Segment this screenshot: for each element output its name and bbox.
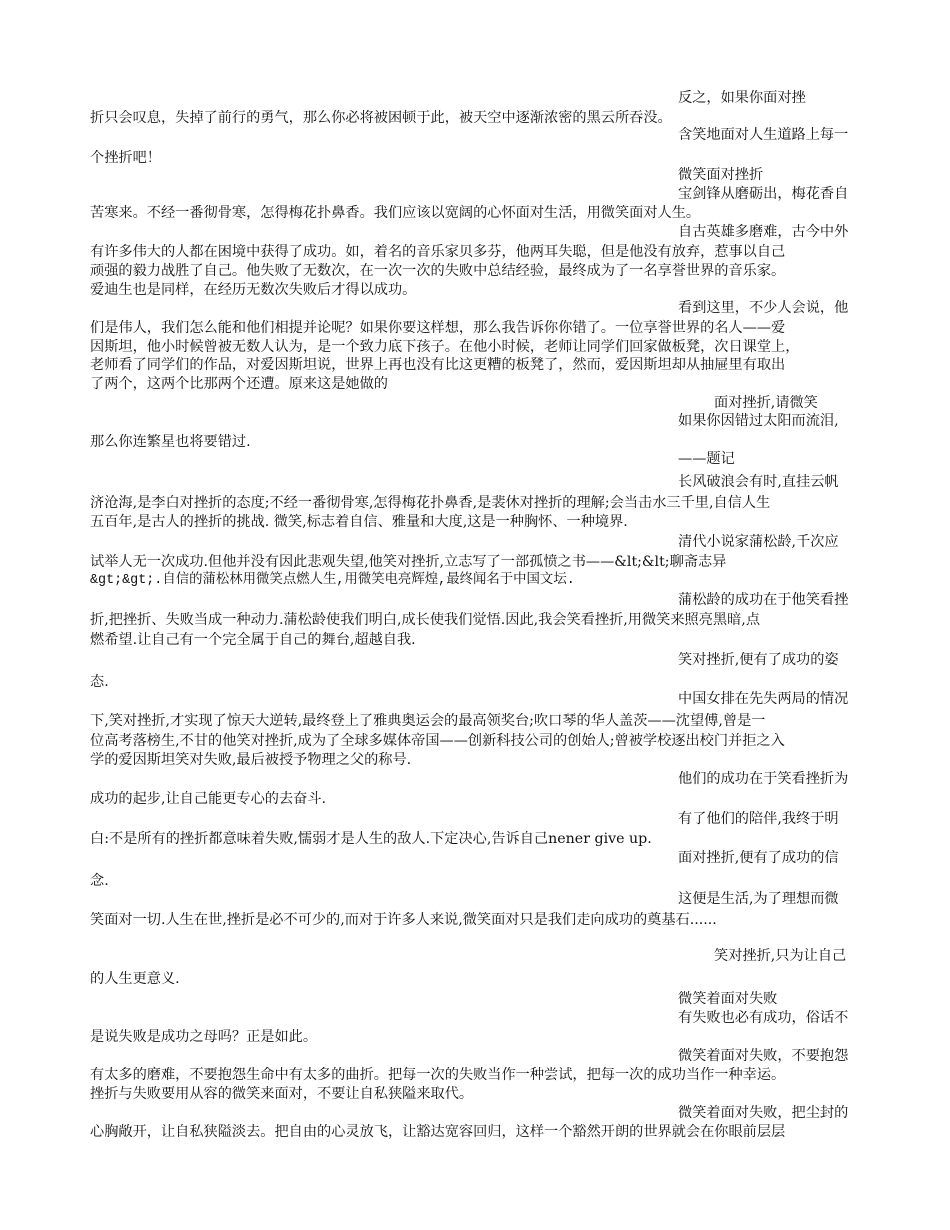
text-line: 长风破浪会有时,直挂云帆 (678, 474, 839, 490)
text-line: 白:不是所有的挫折都意味着失败,懦弱才是人生的敌人.下定决心,告诉自己nener give up. (90, 831, 652, 847)
text-line: 蒲松龄的成功在于他笑看挫 (678, 592, 849, 608)
text-line: 有了他们的陪伴,我终于明 (678, 811, 839, 827)
text-line: 微笑着面对失败，把尘封的 (678, 1105, 849, 1121)
text-line: 微笑面对挫折 (678, 167, 764, 183)
text-line: 中国女排在先失两局的情况 (678, 691, 849, 707)
text-line: 位高考落榜生,不甘的他笑对挫折,成为了全球多媒体帝国——创新科技公司的创始人;曾被学校逐出校门并拒之入 (90, 733, 785, 749)
text-line: 这便是生活,为了理想而微 (678, 891, 839, 907)
text-line: 爱迪生也是同样，在经历无数次失败后才得以成功。 (90, 282, 417, 298)
text-line: 有许多伟大的人都在困境中获得了成功。如，着名的音乐家贝多芬，他两耳失聪，但是他没有放弃，惹事以自己 (90, 244, 786, 260)
text-line: 那么你连繁星也将要错过. (90, 434, 251, 450)
text-line: 个挫折吧！ (90, 150, 161, 166)
text-line: 挫折与失败要用从容的微笑来面对，不要让自私狭隘来取代。 (90, 1086, 474, 1102)
text-line: 笑对挫折,便有了成功的姿 (678, 652, 839, 668)
text-line: 反之，如果你面对挫 (678, 90, 806, 106)
text-line: 成功的起步,让自己能更专心的去奋斗. (90, 791, 327, 807)
text-line: 看到这里，不少人会说，他 (678, 300, 849, 316)
text-line: 下,笑对挫折,才实现了惊天大逆转,最终登上了雅典奥运会的最高领奖台;吹口琴的华人盖茨——沈望傅,曾是一 (90, 713, 766, 729)
text-line: 面对挫折,便有了成功的信 (678, 850, 839, 866)
text-line: 态. (90, 674, 109, 690)
text-line: 宝剑锋从磨砺出，梅花香自 (678, 186, 849, 202)
text-line: 老师看了同学们的作品，对爱因斯坦说，世界上再也没有比这更糟的板凳了，然而，爱因斯坦却从抽屉里有取出 (90, 357, 786, 373)
text-line: 学的爱因斯坦笑对失败,最后被授予物理之父的称号. (90, 752, 412, 768)
text-line: 微笑着面对失败 (678, 991, 778, 1007)
text-line: 燃希望.让自己有一个完全属于自己的舞台,超越自我. (90, 632, 416, 648)
text-line: 他们的成功在于笑看挫折为 (678, 771, 849, 787)
text-line: 笑对挫折,只为让自己 (714, 948, 847, 964)
text-line: 有太多的磨难，不要抱怨生命中有太多的曲折。把每一次的失败当作一种尝试，把每一次的成功当作一种幸运。 (90, 1067, 786, 1083)
text-line: 的人生更意义. (90, 971, 180, 987)
text-line: 含笑地面对人生道路上每一 (678, 127, 849, 143)
text-line: 五百年,是古人的挫折的挑战. 微笑,标志着自信、雅量和大度,这是一种胸怀、一种境界. (90, 514, 628, 530)
text-line: 是说失败是成功之母吗？正是如此。 (90, 1029, 318, 1045)
text-line: 折只会叹息，失掉了前行的勇气，那么你必将被困顿于此，被天空中逐渐浓密的黑云所吞没。 (90, 110, 672, 126)
text-line: 念. (90, 873, 109, 889)
text-line: 苦寒来。不经一番彻骨寒，怎得梅花扑鼻香。我们应该以宽阔的心怀面对生活，用微笑面对人生。 (90, 205, 701, 221)
text-line: 了两个，这两个比那两个还遭。原来这是她做的 (90, 376, 388, 392)
text-line: 因斯坦，他小时候曾被无数人认为，是一个致力底下孩子。在他小时候，老师让同学们回家做板凳，次日课堂上， (90, 339, 800, 355)
text-line: 有失败也必有成功，俗话不 (678, 1010, 849, 1026)
text-line: ——题记 (678, 451, 735, 467)
text-line: 笑面对一切.人生在世,挫折是必不可少的,而对于许多人来说,微笑面对只是我们走向成功的奠基石...... (90, 912, 717, 928)
text-line: 心胸敞开，让自私狭隘淡去。把自由的心灵放飞，让豁达宽容回归，这样一个豁然开朗的世界就会在你眼前层层 (90, 1124, 786, 1140)
text-line: 自古英雄多磨难，古今中外 (678, 224, 849, 240)
text-line: 试举人无一次成功.但他并没有因此悲观失望,他笑对挫折,立志写了一部孤愤之书——&lt;&lt;聊斋志异 (90, 554, 727, 570)
text-line: &gt;&gt;.自信的蒲松林用微笑点燃人生,用微笑电亮辉煌,最终闻名于中国文坛. (90, 573, 575, 588)
text-line: 折,把挫折、失败当成一种动力.蒲松龄使我们明白,成长使我们觉悟.因此,我会笑看挫折,用微笑来照亮黑暗,点 (90, 612, 761, 628)
text-line: 微笑着面对失败，不要抱怨 (678, 1048, 849, 1064)
text-line: 们是伟人，我们怎么能和他们相提并论呢？如果你要这样想，那么我告诉你你错了。一位享誉世界的名人——爱 (90, 320, 786, 336)
text-line: 顽强的毅力战胜了自己。他失败了无数次，在一次一次的失败中总结经验，最终成为了一名享誉世界的音乐家。 (90, 263, 786, 279)
text-line: 济沧海,是李白对挫折的态度;不经一番彻骨寒,怎得梅花扑鼻香,是裴休对挫折的理解;会当击水三千里,自信人生 (90, 495, 771, 511)
text-line: 如果你因错过太阳而流泪, (678, 413, 839, 429)
text-line: 面对挫折,请微笑 (714, 395, 818, 411)
text-line: 清代小说家蒲松龄,千次应 (678, 534, 839, 550)
